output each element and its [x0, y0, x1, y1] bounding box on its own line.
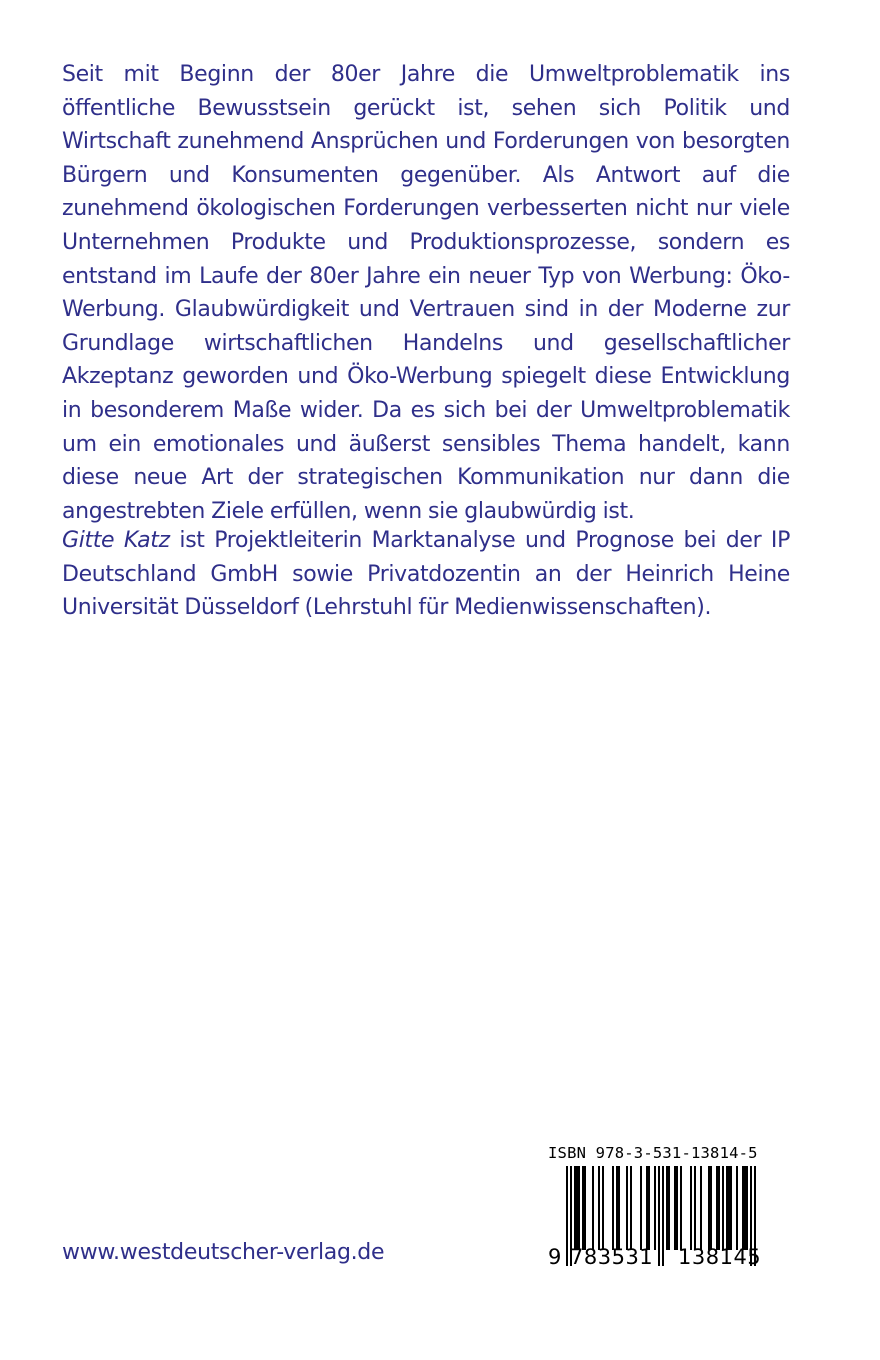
barcode-bar-16 [646, 1166, 648, 1250]
barcode-bar-26 [690, 1166, 692, 1250]
barcode-bar-10 [612, 1166, 614, 1250]
barcode-bar-4 [578, 1166, 580, 1250]
barcode-bar-40 [746, 1166, 748, 1250]
barcode-bar-37 [736, 1166, 738, 1250]
ean-left-digits: 783531 [570, 1245, 654, 1269]
barcode-bar-6 [584, 1166, 586, 1250]
barcode-bar-13 [626, 1166, 628, 1250]
barcode-bar-18 [654, 1166, 656, 1250]
back-cover-blurb: Seit mit Beginn der 80er Jahre die Umweltproblematik ins öffentliche Bewusstsein gerückt ist, sehen sich Politik und Wirtschaft zunehmend Ansprüchen und Forderungen von besorgten Bürgern und Konsumenten gegenüber. Als Antwort auf die zunehmend ökologischen Forderungen verbesserten nicht nur viele Unternehmen Produkte und Produktionsprozesse, sondern es entstand im Laufe der 80er Jahre ein neuer Typ von Werbung: Öko-Werbung. Glaubwürdigkeit und Vertrauen sind in der Moderne zur Grundlage wirtschaftlichen Handelns und gesellschaftlicher Akzeptanz geworden und Öko-Werbung spiegelt diese Entwicklung in besonderem Maße wider. Da es sich bei der Umweltproblematik um ein emotionales und äußerst sensibles Thema handelt, kann diese neue Art der strategischen Kommunikation nur dann die angestrebten Ziele erfüllen, wenn sie glaubwürdig ist. [62, 62, 790, 524]
ean-right-digits: 138145 [678, 1245, 762, 1269]
barcode-bar-30 [710, 1166, 712, 1250]
author-bio-text: ist Projektleiterin Marktanalyse und Prognose bei der IP Deutschland GmbH sowie Privatdozentin an der Heinrich Heine Universität Düsseldorf (Lehrstuhl für Medienwissenschaften). [62, 528, 790, 621]
barcode-bar-8 [598, 1166, 600, 1250]
isbn-number: ISBN 978-3-531-13814-5 [548, 1144, 758, 1162]
barcode-bar-3 [576, 1166, 578, 1250]
barcode-bar-17 [648, 1166, 650, 1250]
author-bio [62, 524, 790, 625]
barcode-bar-34 [726, 1166, 728, 1250]
barcode-bar-28 [700, 1166, 702, 1250]
barcode-bar-25 [680, 1166, 682, 1250]
barcode-bar-21 [666, 1166, 668, 1250]
barcode-bar-7 [592, 1166, 594, 1250]
barcode-bar-36 [730, 1166, 732, 1250]
barcode-bar-2 [574, 1166, 576, 1250]
barcode-bar-9 [602, 1166, 604, 1250]
barcode-bar-29 [708, 1166, 710, 1250]
barcode-bar-5 [582, 1166, 584, 1250]
barcode-bar-33 [722, 1166, 724, 1250]
barcode-bar-11 [616, 1166, 618, 1250]
barcode-bar-38 [742, 1166, 744, 1250]
barcode-bar-15 [640, 1166, 642, 1250]
barcode-bar-32 [718, 1166, 720, 1250]
barcode-bar-35 [728, 1166, 730, 1250]
isbn-barcode-block [548, 1144, 788, 1274]
barcode-bar-24 [676, 1166, 678, 1250]
author-name: Gitte Katz [62, 528, 170, 553]
ean-lead-digit: 9 [548, 1245, 562, 1269]
barcode-bar-39 [744, 1166, 746, 1250]
barcode-bar-22 [668, 1166, 670, 1250]
barcode-bar-14 [630, 1166, 632, 1250]
barcode-bar-23 [674, 1166, 676, 1250]
barcode-bar-27 [694, 1166, 696, 1250]
barcode-bar-31 [716, 1166, 718, 1250]
barcode-bar-12 [618, 1166, 620, 1250]
publisher-website: www.westdeutscher-verlag.de [62, 1240, 385, 1265]
ean-digits [548, 1244, 788, 1270]
